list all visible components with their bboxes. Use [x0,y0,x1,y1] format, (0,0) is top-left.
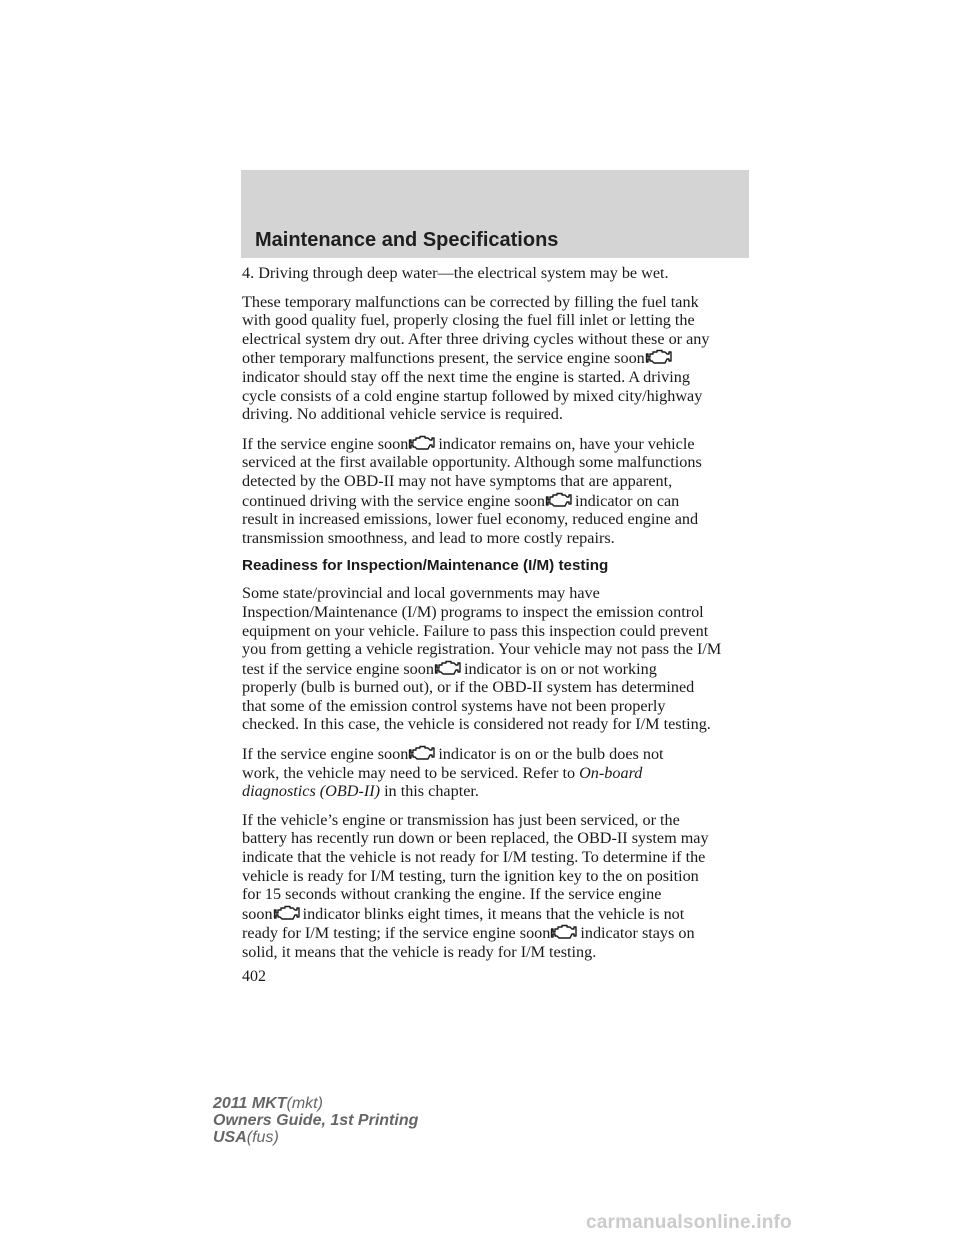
text-line: 4. Driving through deep water—the electrical system may be wet. [242,264,669,282]
text-line [242,923,762,943]
paragraph-deep-water [242,264,762,283]
footer-model: 2011 MKT [213,1095,287,1112]
footer-line-region [213,1129,418,1146]
text-segment: test if the service engine soon [242,659,434,678]
text-line [242,434,762,454]
text-line: indicator should stay off the next time the engine is started. A driving [242,367,690,386]
text-segment: If the service engine soon [242,434,409,453]
text-line: solid, it means that the vehicle is ready for I/M testing. [242,943,597,961]
service-engine-soon-icon [408,744,436,762]
footer-guide: Owners Guide, 1st Printing [213,1112,419,1129]
service-engine-soon-icon [645,348,673,366]
cross-reference-link[interactable]: diagnostics (OBD-II) [242,782,381,801]
text-line: driving. No additional vehicle service is required. [242,405,563,424]
text-line [242,659,762,679]
text-segment: indicator is on or not working [463,659,657,678]
watermark: carmanualsonline.info [586,1212,792,1233]
text-segment: If the service engine soon [242,745,409,764]
paragraph-im-programs [242,584,762,734]
text-segment: other temporary malfunctions present, the service engine soon [242,349,645,368]
service-engine-soon-icon [545,491,573,509]
text-line [242,348,762,368]
service-engine-soon-icon [434,659,462,677]
text-line: vehicle is ready for I/M testing, turn the ignition key to the on position [242,866,699,885]
text-segment: indicator stays on [580,924,695,943]
text-line: Inspection/Maintenance (I/M) programs to inspect the emission control [242,602,704,621]
text-line: battery has recently run down or been replaced, the OBD-II system may [242,829,709,848]
footer-line-guide [213,1112,418,1129]
text-line: Some state/provincial and local governments may have [242,584,600,603]
text-line [242,782,762,801]
page-number: 402 [242,968,266,985]
paragraph-bulb-not-work [242,744,762,801]
section-header-band [241,170,749,258]
text-line: with good quality fuel, properly closing the fuel fill inlet or letting the [242,311,695,330]
text-line [242,491,762,511]
text-line: you from getting a vehicle registration. Your vehicle may not pass the I/M [242,640,722,659]
subsection-heading: Readiness for Inspection/Maintenance (I/M) testing [242,557,609,575]
text-segment: soon [242,904,273,923]
section-title: Maintenance and Specifications [255,229,559,251]
text-line: detected by the OBD-II may not have symptoms that are apparent, [242,471,673,490]
service-engine-soon-icon [273,904,301,922]
paragraph-readiness-check [242,811,762,962]
footer-model-code: (mkt) [286,1095,323,1112]
cross-reference-link[interactable]: On-board [579,763,643,782]
paragraph-indicator-remains-on [242,434,762,548]
footer-region: USA [213,1129,247,1146]
text-line: If the vehicle’s engine or transmission has just been serviced, or the [242,810,680,829]
service-engine-soon-icon [408,434,436,452]
text-line: result in increased emissions, lower fuel economy, reduced engine and [242,510,699,529]
text-segment: indicator remains on, have your vehicle [438,434,695,453]
print-footer [213,1095,418,1146]
text-line [242,904,762,924]
text-line [242,764,762,783]
paragraph-temporary-malfunctions [242,293,762,424]
text-line: indicate that the vehicle is not ready for I/M testing. To determine if the [242,848,706,867]
text-line [242,744,762,764]
text-segment: indicator blinks eight times, it means that the vehicle is not [302,904,685,923]
text-line: These temporary malfunctions can be corrected by filling the fuel tank [242,292,699,311]
text-line: cycle consists of a cold engine startup followed by mixed city/highway [242,386,703,405]
footer-line-model [213,1095,418,1112]
text-segment: work, the vehicle may need to be serviced. Refer to [242,763,576,782]
text-line: for 15 seconds without cranking the engine. If the service engine [242,885,662,904]
text-segment: ready for I/M testing; if the service engine soon [242,924,551,943]
page-content [242,264,762,972]
text-line: equipment on your vehicle. Failure to pass this inspection could prevent [242,621,709,640]
text-segment: indicator is on or the bulb does not [438,745,664,764]
text-segment: continued driving with the service engine soon [242,491,545,510]
text-line: checked. In this case, the vehicle is considered not ready for I/M testing. [242,715,711,734]
text-line: that some of the emission control systems have not been properly [242,696,666,715]
text-line: transmission smoothness, and lead to more costly repairs. [242,528,615,547]
text-line: properly (bulb is burned out), or if the OBD-II system has determined [242,678,695,697]
text-line: electrical system dry out. After three driving cycles without these or any [242,329,710,348]
text-segment: in this chapter. [384,782,479,801]
service-engine-soon-icon [550,923,578,941]
footer-region-code: (fus) [246,1129,279,1146]
text-segment: indicator on can [575,491,680,510]
text-line: serviced at the first available opportunity. Although some malfunctions [242,453,702,472]
